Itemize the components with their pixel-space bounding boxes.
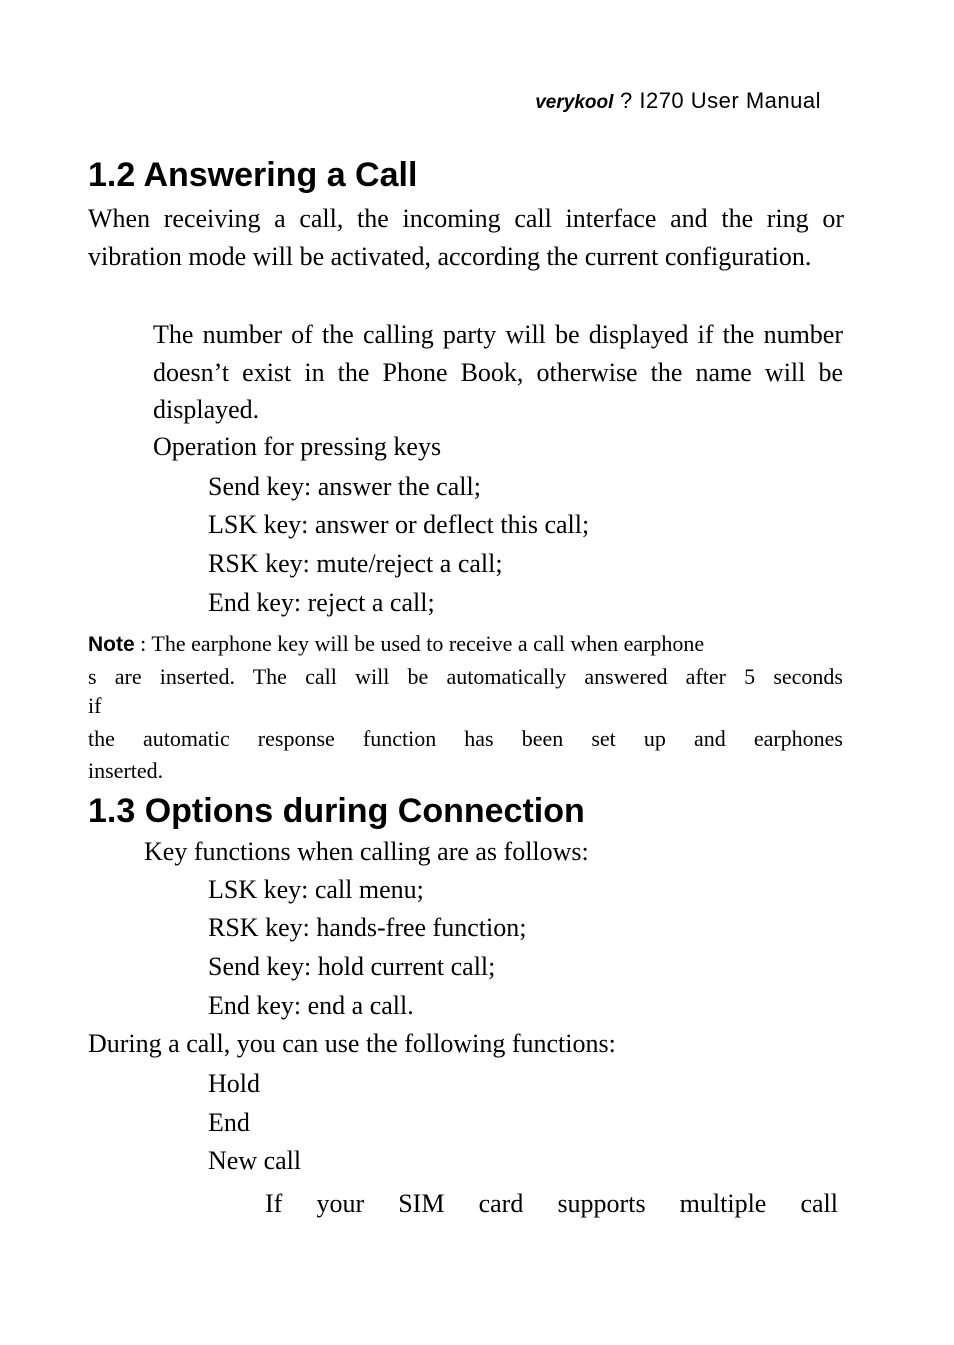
- connection-key-end: End key: end a call.: [208, 991, 414, 1020]
- note-block: [88, 628, 843, 787]
- note-line-4: the automatic response function has been set up and earphones: [88, 726, 843, 751]
- key-item-lsk: LSK key: answer or deflect this call;: [208, 510, 590, 539]
- function-hold: Hold: [208, 1069, 260, 1098]
- sim-card-text: If your SIM card supports multiple call: [265, 1189, 838, 1218]
- running-header: [535, 88, 821, 114]
- section-1-2-intro: When receiving a call, the incoming call interface and the ring or vibration mode will be activated, according the current configuration.: [88, 204, 844, 271]
- note-label: Note: [88, 633, 135, 656]
- header-brand: verykool: [535, 92, 614, 113]
- function-new-call: New call: [208, 1146, 302, 1175]
- key-item-send: Send key: answer the call;: [208, 472, 481, 501]
- connection-key-lsk: LSK key: call menu;: [208, 875, 424, 904]
- note-line-2: s are inserted. The call will be automatically answered after 5 seconds: [88, 664, 843, 689]
- key-item-end: End key: reject a call;: [208, 588, 435, 617]
- note-line-1: Note : The earphone key will be used to receive a call when earphone: [88, 631, 705, 656]
- header-title: ? I270 User Manual: [620, 88, 821, 113]
- note-line-3: if: [88, 693, 102, 718]
- key-item-rsk: RSK key: mute/reject a call;: [208, 549, 503, 578]
- operation-heading: Operation for pressing keys: [153, 432, 442, 461]
- section-1-3-title: 1.3 Options during Connection: [88, 792, 585, 830]
- connection-key-rsk: RSK key: hands-free function;: [208, 913, 527, 942]
- function-end: End: [208, 1108, 250, 1137]
- during-call-text: During a call, you can use the following functions:: [88, 1029, 616, 1058]
- section-1-2-display-info: The number of the calling party will be displayed if the number doesn’t exist in the Phone Book, otherwise the name will be displayed.: [153, 320, 843, 424]
- key-functions-heading: Key functions when calling are as follows:: [144, 837, 589, 866]
- note-line-5: inserted.: [88, 758, 164, 783]
- section-1-2-title: 1.2 Answering a Call: [88, 156, 418, 194]
- connection-key-send: Send key: hold current call;: [208, 952, 496, 981]
